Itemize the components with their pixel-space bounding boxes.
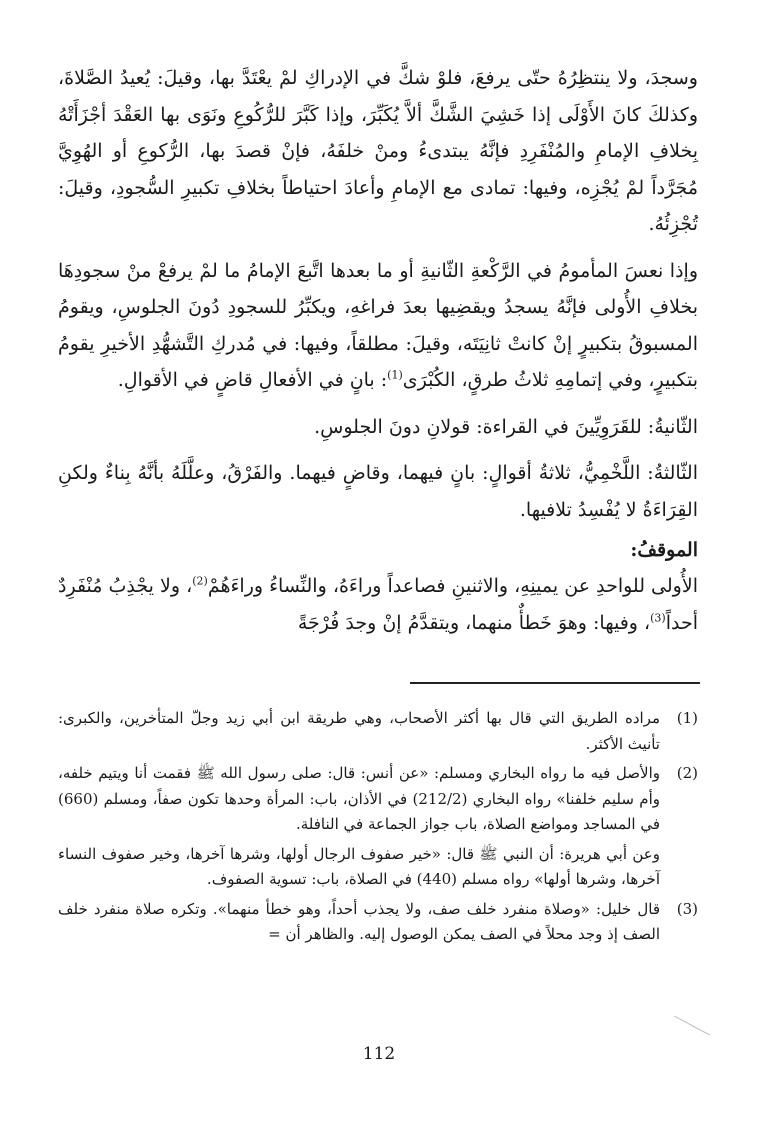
footnote-ref-2: (2) [192, 574, 208, 588]
footnote-paragraph: والأصل فيه ما رواه البخاري ومسلم: «عن أنس: قال: صلى رسول الله ﷺ فقمت أنا ويتيم خلفه، وأم سليم خلفنا» رواه البخاري (212/2) في الأذان، باب: المرأة وحدها تكون صفاً، ومسلم (660) في المساجد ومواضع الصلاة، باب جواز الجماعة في النافلة. [58, 764, 660, 833]
paragraph-5-text-a: الأُولى للواحدِ عن يمينِهِ، والاثنينِ فصاعداً وراءَهُ، والنِّساءُ وراءَهُمْ [207, 575, 698, 597]
footnote-separator [410, 682, 700, 684]
scan-artifact-line [674, 1016, 710, 1036]
main-text [58, 60, 698, 641]
paragraph-5-text-b: ، ولا يجْذِبُ مُنْفَرِدٌ أحداً [58, 575, 698, 634]
paragraph-3-text: الثّانيةُ: للقَرَوِيِّينَ في القراءة: قولانِ دونَ الجلوسِ. [314, 415, 698, 438]
paragraph-2 [58, 253, 698, 399]
footnote-3 [58, 897, 698, 948]
footnotes [58, 706, 698, 952]
paragraph-2-text-b: : بانٍ في الأفعالِ قاضٍ في الأقوالِ. [117, 369, 388, 391]
main-text-block [58, 60, 698, 641]
paragraph-5-text-c: ، وفيها: وهوَ خَطأٌ منهما، ويتقدَّمُ إنْ وجدَ فُرْجَةً [297, 611, 651, 634]
footnote-1 [58, 706, 698, 757]
page-number: 112 [362, 1044, 396, 1064]
footnote-body [58, 706, 660, 757]
paragraph-2-text-a: وإذا نعسَ المأمومُ في الرَّكْعةِ الثّانيةِ أو ما بعدها اتَّبعَ الإمامُ ما لمْ يرفعْ منْ سجودِهَا بخلافِ الأُولى فإنَّهُ يسجدُ ويقضِيها بعدَ فراغهِ، ويكبِّرُ للسجودِ دُونَ الجلوسِ، ويقومُ المسبوقُ بتكبيرٍ إنْ كانتْ ثانِيَتَه، وقيلَ: مطلقاً، وفيها: في مُدركِ التَّشهُّدِ الأخيرِ يقومُ بتكبيرٍ، وفي إتمامِهِ ثلاثُ طرقٍ، الكُبْرَى [58, 259, 698, 391]
footnote-2 [58, 761, 698, 893]
footnote-number: (3) [676, 899, 698, 918]
footnote-number: (2) [676, 764, 698, 782]
footnote-ref-3: (3) [650, 611, 666, 625]
footnote-body [58, 897, 660, 948]
paragraph-1-text: وسجدَ، ولا ينتظِرُهُ حتّى يرفعَ، فلوْ شكَّ في الإدراكِ لمْ يعْتَدَّ بها، وقيلَ: يُعيدُ الصَّلاةَ، وكذلكَ كانَ الأَوْلَى إذا خَشِيَ الشَّكَّ ألاَّ يُكَبِّرَ، وإذا كَبَّرَ للرُّكُوعِ ونَوَى بها العَقْدَ أجْزَأَتْهُ بِخلافِ الإمامِ والمُنْفَرِدِ فإنَّهُ يبتدىءُ ومنْ خلفَهُ، فإنْ قصدَ بها، الرُّكوعِ أو الهُوِيَّ مُجَرَّداً لمْ يُجْزِه، وفيها: تمادى مع الإمامِ وأعادَ احتياطاً بخلافِ تكبيرِ السُّجودِ، وقيلَ: تُجْزِئُهُ. [58, 67, 698, 235]
footnote-paragraph: مراده الطريق التي قال بها أكثر الأصحاب، وهي طريقة ابن أبي زيد وجلّ المتأخرين، والكبرى: تأنيث الأكثر. [58, 709, 660, 753]
paragraph-1 [58, 60, 698, 243]
paragraph-4-text: الثّالثةُ: اللَّخْمِيُّ، ثلاثةُ أقوالٍ: بانٍ فيهما، وقاضٍ فيهما. والفَرْقُ، وعلَّلَهُ بأنَّهُ بِناءٌ ولكنِ القِرَاءَةُ لا يُفْسِدُ تلافيها. [58, 462, 698, 521]
footnote-ref-1: (1) [387, 368, 403, 382]
footnote-number: (1) [676, 709, 698, 727]
footnote-body [58, 761, 660, 893]
footnote-paragraph: قال خليل: «وصلاة منفرد خلف صف، ولا يجذب أحداً، وهو خطأ منهما». وتكره صلاة منفرد خلف الصف إذ وجد محلاً في الصف يمكن الوصول إليه. والظاهر أن = [58, 899, 660, 943]
section-heading: الموقفُ: [630, 539, 698, 561]
paragraph-4 [58, 455, 698, 528]
paragraph-3 [58, 409, 698, 446]
paragraph-5 [58, 568, 698, 641]
footnote-paragraph: وعن أبي هريرة: أن النبي ﷺ قال: «خير صفوف الرجال أولها، وشرها آخرها، وخير صفوف النساء آخرها، وشرها أولها» رواه مسلم (440) في الصلاة، باب: تسوية الصفوف. [58, 844, 660, 888]
